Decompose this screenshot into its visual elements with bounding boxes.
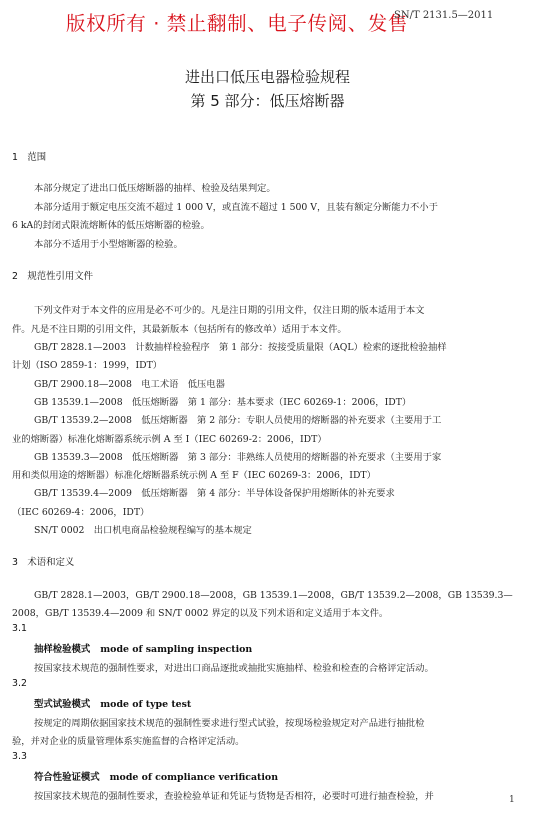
section-1-line: 本部分适用于额定电压交流不超过 1 000 V，或直流不超过 1 500 V，且装有额定分断能力不小于	[34, 202, 438, 213]
term-3-1-number: 3.1	[12, 623, 27, 634]
copyright-watermark: 版权所有 · 禁止翻制、电子传阅、发售	[66, 12, 408, 35]
term-3-2-title	[34, 696, 191, 710]
term-3-1-zh: 抽样检验模式	[34, 644, 91, 655]
term-3-2-definition: 验，并对企业的质量管理体系实施监督的合格评定活动。	[12, 736, 245, 747]
section-1-heading: 1 范围	[12, 152, 47, 163]
term-3-3-title	[34, 769, 278, 783]
term-3-2-number: 3.2	[12, 678, 27, 689]
reference-gb-t-13539-2: GB/T 13539.2—2008 低压熔断器 第 2 部分：专职人员使用的熔断器的补充要求（主要用于工	[34, 415, 442, 426]
section-3-intro-line: 2008，GB/T 13539.4—2009 和 SN/T 0002 界定的以及下列术语和定义适用于本文件。	[12, 608, 389, 619]
term-3-3-en: mode of compliance verification	[109, 772, 279, 783]
reference-gb-t-2828-1: GB/T 2828.1—2003 计数抽样检验程序 第 1 部分：按接受质量限（AQL）检索的逐批检验抽样	[34, 342, 447, 353]
reference-gb-t-2900-18: GB/T 2900.18—2008 电工术语 低压电器	[34, 379, 225, 390]
section-2-line: 业的熔断器）标准化熔断器系统示例 A 至 I（IEC 60269-2：2006，IDT）	[12, 434, 327, 445]
section-2-line: 计划（ISO 2859-1：1999，IDT）	[12, 360, 163, 371]
section-1-line: 本部分规定了进出口低压熔断器的抽样、检验及结果判定。	[34, 183, 276, 194]
term-3-2-zh: 型式试验模式	[34, 699, 91, 710]
reference-gb-13539-3: GB 13539.3—2008 低压熔断器 第 3 部分：非熟练人员使用的熔断器的补充要求（主要用于家	[34, 452, 442, 463]
term-3-2-definition: 按规定的周期依据国家技术规范的强制性要求进行型式试验，按现场检验规定对产品进行抽批检	[34, 718, 425, 729]
section-3-intro-line: GB/T 2828.1—2003，GB/T 2900.18—2008，GB 13539.1—2008，GB/T 13539.2—2008，GB 13539.3—	[34, 590, 513, 601]
term-3-3-number: 3.3	[12, 751, 27, 762]
term-3-2-en: mode of type test	[100, 699, 192, 710]
document-subtitle: 第 5 部分：低压熔断器	[190, 92, 345, 110]
section-3-heading: 3 术语和定义	[12, 557, 75, 568]
section-2-line: 件。凡是不注日期的引用文件，其最新版本（包括所有的修改单）适用于本文件。	[12, 324, 347, 335]
section-2-heading: 2 规范性引用文件	[12, 271, 93, 282]
term-3-3-definition: 按国家技术规范的强制性要求，查验检验单证和凭证与货物是否相符，必要时可进行抽查检验，并	[34, 791, 434, 802]
document-title: 进出口低压电器检验规程	[184, 68, 350, 86]
reference-gb-13539-1: GB 13539.1—2008 低压熔断器 第 1 部分：基本要求（IEC 60269-1：2006，IDT）	[34, 397, 412, 408]
reference-gb-t-13539-4: GB/T 13539.4—2009 低压熔断器 第 4 部分：半导体设备保护用熔断体的补充要求	[34, 488, 395, 499]
section-2-line: 下列文件对于本文件的应用是必不可少的。凡是注日期的引用文件，仅注日期的版本适用于本文	[34, 305, 425, 316]
section-1-line: 本部分不适用于小型熔断器的检验。	[34, 239, 183, 250]
section-2-line: （IEC 60269-4：2006，IDT）	[12, 507, 150, 518]
term-3-1-title	[34, 641, 252, 655]
reference-sn-t-0002: SN/T 0002 出口机电商品检验规程编写的基本规定	[34, 525, 252, 536]
standard-number: SN/T 2131.5—2011	[394, 10, 494, 21]
page-number: 1	[509, 795, 515, 805]
section-2-line: 用和类似用途的熔断器）标准化熔断器系统示例 A 至 F（IEC 60269-3：2006，IDT）	[12, 470, 376, 481]
section-1-line: 6 kA的封闭式限流熔断体的低压熔断器的检验。	[12, 220, 210, 231]
term-3-3-zh: 符合性验证模式	[34, 772, 100, 783]
term-3-1-en: mode of sampling inspection	[100, 644, 253, 655]
term-3-1-definition: 按国家技术规范的强制性要求，对进出口商品逐批或抽批实施抽样、检验和检查的合格评定活动。	[34, 663, 434, 674]
